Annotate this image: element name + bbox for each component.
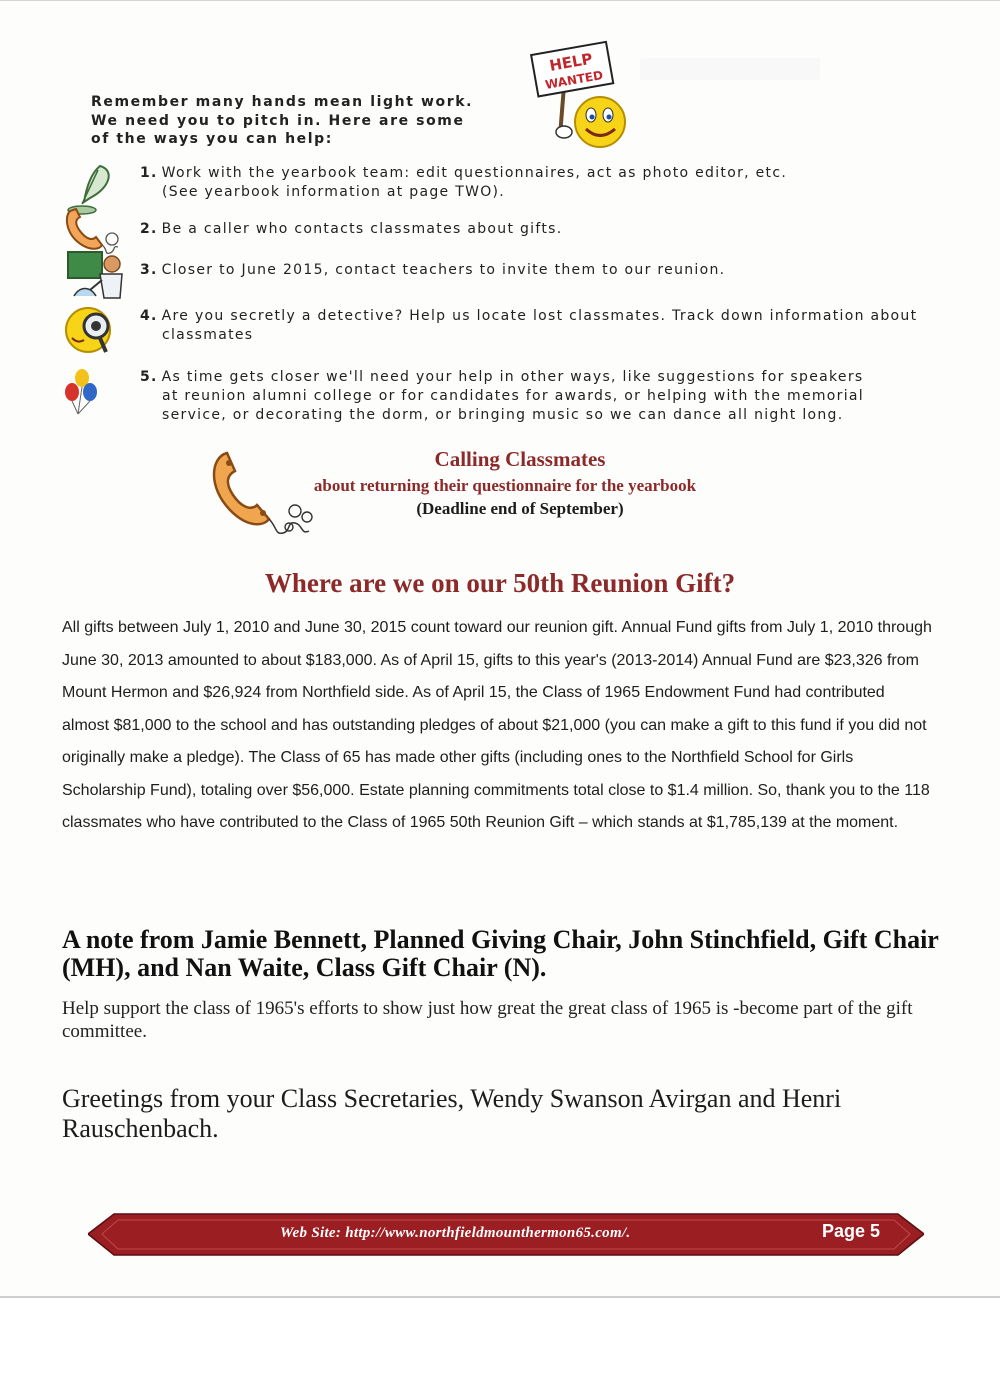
intro-line-3: of the ways you can help: — [91, 131, 333, 147]
calling-classmates-section — [0, 447, 1000, 519]
help-item-5-text: As time gets closer we'll need your help in other ways, like suggestions for speakers — [161, 369, 864, 385]
intro-text — [91, 93, 521, 149]
intro-line-2: We need you to pitch in. Here are some — [91, 112, 465, 129]
teacher-at-board-icon — [60, 250, 130, 310]
reunion-gift-body: All gifts between July 1, 2010 and June 30, 2015 count toward our reunion gift. Annual Fund gifts from July 1, 2010 through June 30, 2013 amounted to about $183,000. As of April 15, gifts to this year's (2013-2014) Annual Fund are $23,326 from Mount Hermon and $26,924 from Northfield side. As of April 15, the Class of 1965 Endowment Fund had contributed almost $81,000 to the school and has outstanding pledges of about $21,000 (you can make a gift to this fund if you did not originally make a pledge). The Class of 65 has made other gifts (including ones to the Northfield School for Girls Scholarship Fund), totaling over $56,000. Estate planning commitments total close to $1.4 million. So, thank you to the 118 classmates who have contributed to the Class of 1965 50th Reunion Gift – which stands at $1,785,139 at the moment. — [62, 619, 932, 831]
balloons-icon — [60, 366, 130, 426]
calling-subtitle: about returning their questionnaire for the yearbook — [313, 476, 697, 495]
help-item-5-continuation: at reunion alumni college or for candidates for awards, or helping with the memorial service, or decorating the dorm, or bringing music so we can dance all night long. — [162, 388, 864, 423]
calling-deadline: (Deadline end of September) — [416, 499, 624, 518]
calling-title: Calling Classmates — [434, 447, 606, 471]
help-wanted-smiley-icon — [528, 40, 638, 152]
help-sign-line-1: HELP — [548, 49, 594, 75]
help-item-5-number: 5. — [140, 369, 158, 385]
reunion-gift-heading: Where are we on our 50th Reunion Gift? — [264, 568, 736, 598]
help-item-4-continuation: classmates — [162, 327, 254, 343]
help-item-2-text: Be a caller who contacts classmates about gifts. — [161, 221, 563, 237]
help-item-4-number: 4. — [140, 308, 158, 324]
page-bottom-margin — [0, 1296, 1000, 1378]
show-through-text — [640, 58, 820, 80]
help-item-3-text: Closer to June 2015, contact teachers to invite them to our reunion. — [161, 262, 726, 278]
footer-website-link[interactable]: Web Site: http://www.northfieldmounthermon65.com/. — [280, 1225, 631, 1241]
help-item-1-text: Work with the yearbook team: edit questionnaires, act as photo editor, etc. — [161, 165, 788, 181]
help-item-1-continuation: (See yearbook information at page TWO). — [162, 184, 506, 200]
help-item-2-number: 2. — [140, 221, 158, 237]
help-item-3-number: 3. — [140, 262, 158, 278]
footer-page-number: Page 5 — [822, 1221, 881, 1241]
help-sign-line-2: WANTED — [544, 68, 605, 92]
intro-line-1: Remember many hands mean light work. — [91, 94, 474, 110]
note-body: Help support the class of 1965's efforts to show just how great the great class of 1965 is -become part of the gift committee. — [62, 998, 913, 1042]
detective-smiley-icon — [60, 304, 130, 364]
help-item-1-number: 1. — [140, 165, 158, 181]
help-item-4-text: Are you secretly a detective? Help us locate lost classmates. Track down information about — [161, 308, 918, 324]
note-heading: A note from Jamie Bennett, Planned Giving Chair, John Stinchfield, Gift Chair (MH), and Nan Waite, Class Gift Chair (N). — [62, 925, 939, 982]
greetings-text: Greetings from your Class Secretaries, Wendy Swanson Avirgan and Henri Rauschenbach. — [62, 1084, 842, 1143]
